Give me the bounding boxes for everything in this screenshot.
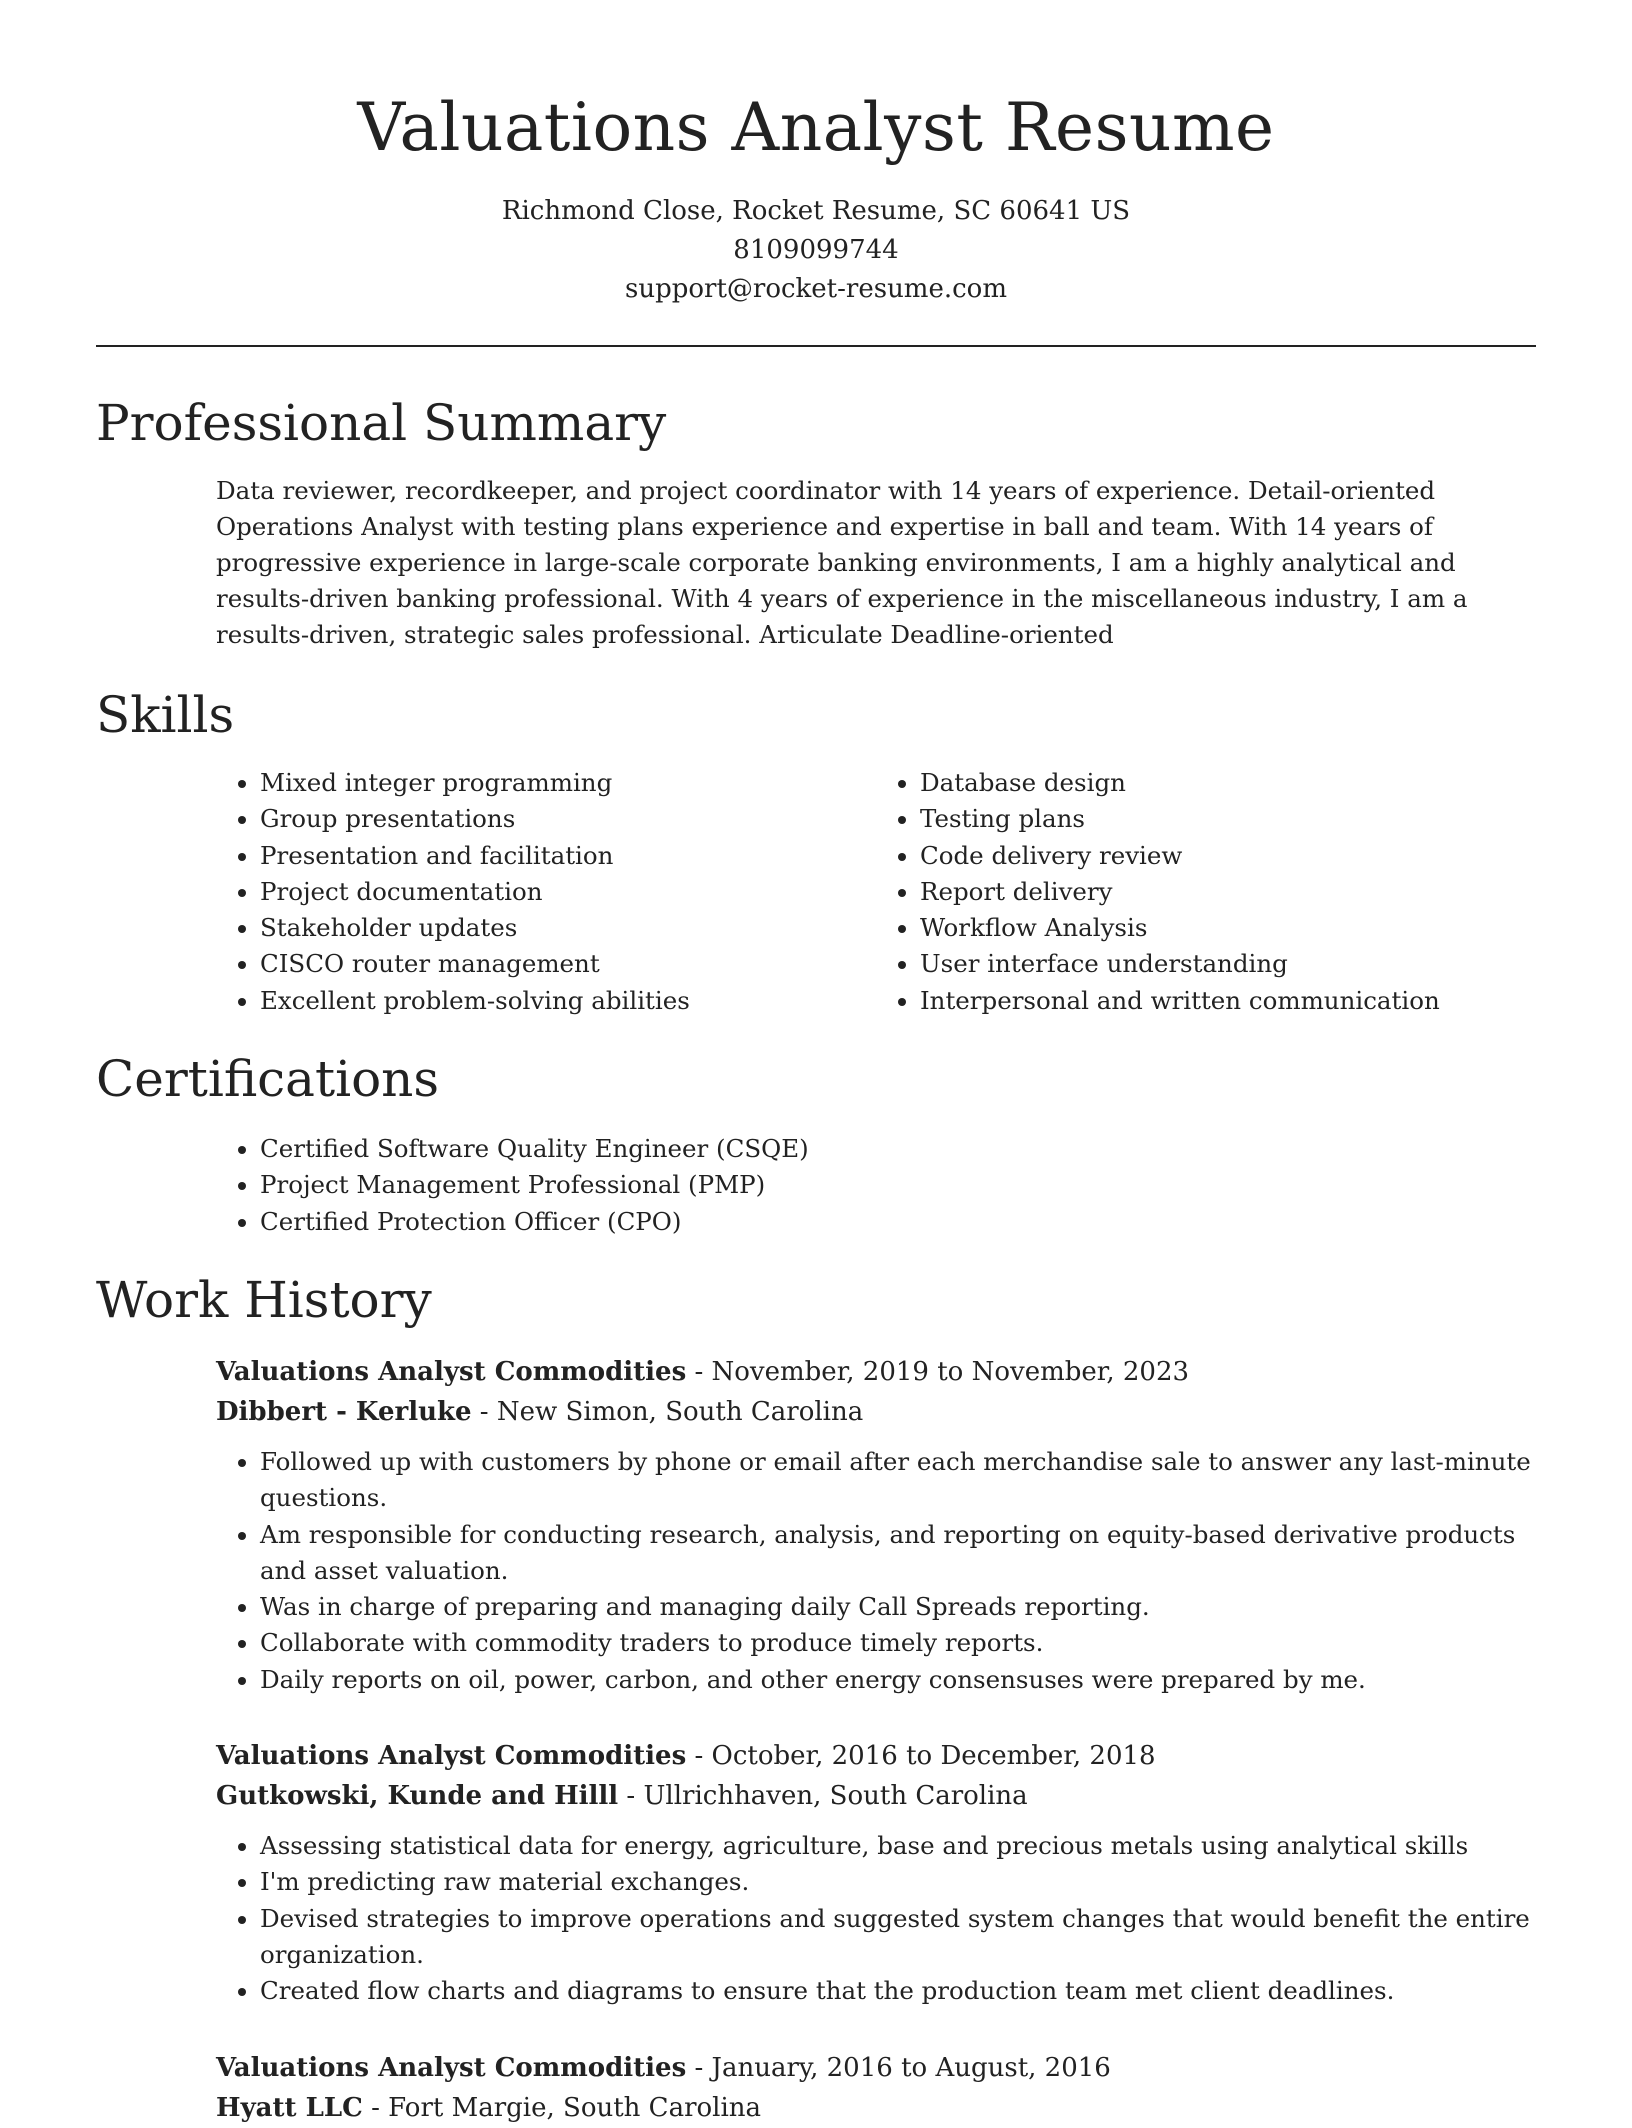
job-company: Hyatt LLC [216,2092,363,2123]
job-dates: - November, 2019 to November, 2023 [686,1356,1190,1387]
summary-heading: Professional Summary [96,394,667,452]
phone: 8109099744 [733,235,899,265]
job-dates: - October, 2016 to December, 2018 [686,1741,1156,1772]
skill-item: • Report delivery [920,874,1536,910]
skill-item: • Presentation and facilitation [260,838,876,874]
job-entry [216,1736,1536,2009]
skill-item: • CISCO router management [260,946,876,982]
skill-item: • Code delivery review [920,838,1536,874]
email: support@rocket-resume.com [624,274,1007,304]
skill-item: • Stakeholder updates [260,910,876,946]
job-dates: - January, 2016 to August, 2016 [686,2052,1111,2083]
job-company-line [216,2088,1536,2128]
job-bullet: • Assessing statistical data for energy, agriculture, base and precious metals using analytical skills [260,1828,1536,1864]
work-history-section [96,1268,1536,2128]
skills-list-left [216,765,876,1019]
job-bullet: • Followed up with customers by phone or email after each merchandise sale to answer any last-minute questions. [260,1444,1536,1517]
job-role: Valuations Analyst Commodities [216,2052,687,2083]
skill-item: • Interpersonal and written communication [920,983,1536,1019]
job-bullet: • I'm predicting raw material exchanges. [260,1864,1536,1900]
certifications-heading: Certifications [96,1050,440,1109]
job-location: - New Simon, South Carolina [471,1396,864,1427]
skills-columns [216,765,1536,1019]
certification-item: • Certified Software Quality Engineer (CSQE) [260,1131,1580,1167]
skill-item: • User interface understanding [920,946,1536,982]
work-history-heading: Work History [96,1270,432,1329]
job-bullet: • Am responsible for conducting research, analysis, and reporting on equity-based derivative products and asset valuation. [260,1517,1536,1590]
resume-title: Valuations Analyst Resume [357,89,1275,166]
skill-item: • Group presentations [260,801,876,837]
job-entry [216,1352,1536,1698]
skill-item: • Database design [920,765,1536,801]
job-bullets [216,1828,1536,2009]
header-divider [96,345,1536,347]
job-title-line [216,1736,1536,1776]
job-company-line [216,1392,1536,1432]
job-bullet: • Created flow charts and diagrams to ensure that the production team met client deadlines. [260,1973,1536,2009]
job-bullet: • Devised strategies to improve operations and suggested system changes that would benefit the entire organization. [260,1901,1536,1974]
skill-item: • Excellent problem-solving abilities [260,983,876,1019]
job-bullets [216,1444,1536,1698]
certifications-list [216,1131,1580,1240]
resume-header [96,0,1536,309]
address: Richmond Close, Rocket Resume, SC 60641 US [501,196,1131,226]
skills-section [96,683,1536,1019]
job-company: Dibbert - Kerluke [216,1396,472,1427]
resume-page [96,0,1536,2128]
certification-item: • Certified Protection Officer (CPO) [260,1204,1580,1240]
certifications-section [96,1047,1536,1240]
job-bullet: • Was in charge of preparing and managing daily Call Spreads reporting. [260,1589,1536,1625]
contact-info [96,192,1536,309]
job-entry [216,2048,1536,2128]
skills-list-right [876,765,1536,1019]
job-role: Valuations Analyst Commodities [216,1741,687,1772]
job-bullet: • Collaborate with commodity traders to produce timely reports. [260,1625,1536,1661]
skill-item: • Testing plans [920,801,1536,837]
job-location: - Ullrichhaven, South Carolina [618,1781,1028,1812]
job-role: Valuations Analyst Commodities [216,1356,687,1387]
job-company: Gutkowski, Kunde and Hilll [216,1781,619,1812]
job-title-line [216,2048,1536,2088]
job-title-line [216,1352,1536,1392]
job-bullet: • Daily reports on oil, power, carbon, and other energy consensuses were prepared by me. [260,1662,1536,1698]
summary-section [96,391,1536,653]
skills-heading: Skills [96,686,235,744]
job-company-line [216,1776,1536,1816]
skill-item: • Workflow Analysis [920,910,1536,946]
job-location: - Fort Margie, South Carolina [362,2092,762,2123]
skill-item: • Project documentation [260,874,876,910]
skill-item: • Mixed integer programming [260,765,876,801]
certification-item: • Project Management Professional (PMP) [260,1167,1580,1203]
summary-text: Data reviewer, recordkeeper, and project coordinator with 14 years of experience. Detail-oriented Operations Analyst with testing plans experience and expertise in ball and team. With 14 years of progressive experience in large-scale corporate banking environments, I am a highly analytical and results-driven banking professional. With 4 years of experience in the miscellaneous industry, I am a results-driven, strategic sales professional. Articulate Deadline-oriented [216,476,1468,649]
